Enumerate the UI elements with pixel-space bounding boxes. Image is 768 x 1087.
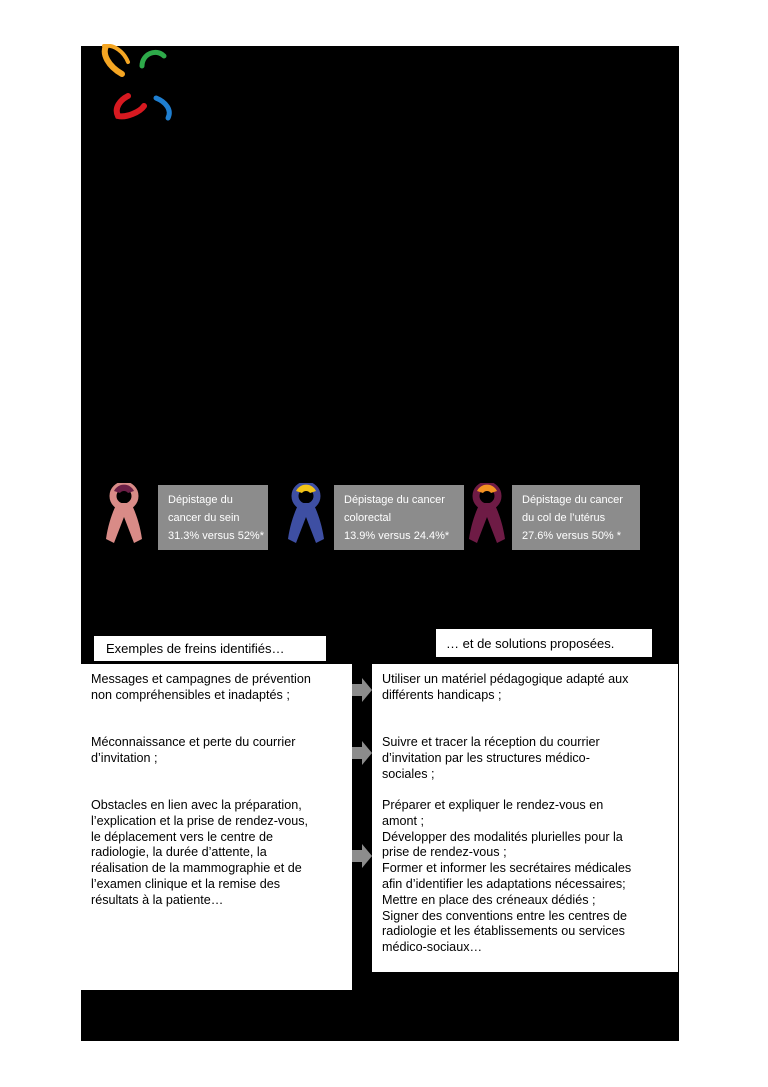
solutions-column (372, 664, 678, 972)
stat-box-cervical (512, 485, 640, 550)
barrier-item: Obstacles en lien avec la préparation, l’explication et la prise de rendez-vous, le déplacement vers le centre de radiologie, la durée d’attente, la réalisation de la mammographie et de l’examen clinique et la remise des résultats à la patiente… (91, 798, 309, 907)
solution-item: Préparer et expliquer le rendez-vous en amont ; Développer des modalités plurielles pour la prise de rendez-vous ; Former et informer les secrétaires médicales afin d’identifier les adaptations nécessaires; Mettre en place des créneaux dédiés ; Signer des conventions entre les centres de radiologie et les établissements ou services médico-sociaux… (382, 798, 632, 955)
stat-box-breast (158, 485, 268, 550)
barrier-item: Messages et campagnes de prévention non compréhensibles et inadaptés ; (91, 672, 311, 702)
pink-ribbon-icon (104, 483, 144, 545)
stat-line: colorectal (344, 512, 392, 524)
solution-item: Suivre et tracer la réception du courrier d’invitation par les structures médico- sociales ; (382, 735, 600, 781)
arrow-right-icon (352, 741, 372, 765)
stat-line: Dépistage du cancer (522, 494, 623, 506)
stat-box-colorectal (334, 485, 464, 550)
arrow-right-icon (352, 678, 372, 702)
colored-swirl-logo-icon (100, 44, 176, 122)
blue-ribbon-icon (286, 483, 326, 545)
barriers-column (81, 664, 352, 990)
stat-line: Dépistage du cancer (344, 494, 445, 506)
stat-value: 31.3% versus 52%* (168, 530, 264, 542)
stat-line: du col de l’utérus (522, 512, 606, 524)
solutions-header: … et de solutions proposées. (436, 629, 652, 657)
barriers-header: Exemples de freins identifiés… (94, 636, 326, 661)
solution-item: Utiliser un matériel pédagogique adapté aux différents handicaps ; (382, 672, 629, 702)
arrow-right-icon (352, 844, 372, 868)
stat-value: 13.9% versus 24.4%* (344, 530, 450, 542)
stat-value: 27.6% versus 50% * (522, 530, 622, 542)
barrier-item: Méconnaissance et perte du courrier d’invitation ; (91, 735, 296, 765)
stat-line: Dépistage du (168, 494, 233, 506)
burgundy-ribbon-icon (467, 483, 507, 545)
stat-line: cancer du sein (168, 512, 240, 524)
